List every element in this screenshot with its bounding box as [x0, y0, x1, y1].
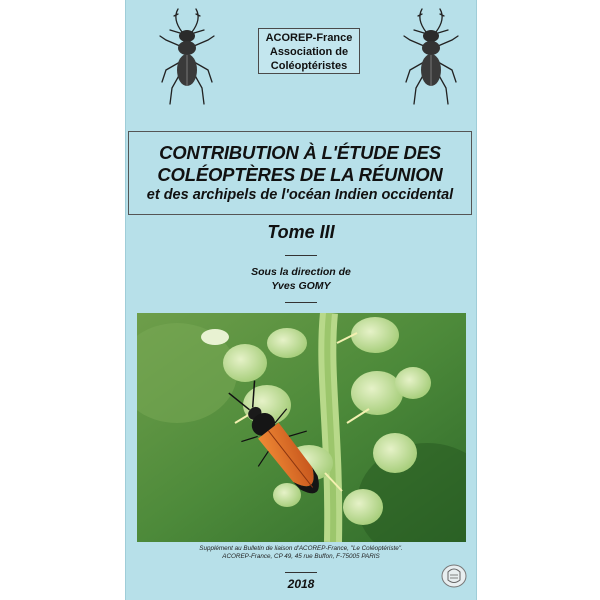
publication-note [126, 545, 476, 561]
book-subtitle: et des archipels de l'océan Indien occidental [146, 187, 454, 203]
volume-label: Tome III [267, 222, 335, 242]
association-box [258, 28, 360, 74]
publisher-address: ACOREP-France, CP 49, 45 rue Buffon, F-75005 PARIS [222, 553, 380, 560]
stag-beetle-icon [156, 6, 218, 110]
publication-year: 2018 [287, 577, 315, 591]
direction-label: Sous la direction de [251, 266, 351, 278]
book-title-line: COLÉOPTÈRES DE LA RÉUNION [157, 164, 443, 185]
editor-credit [126, 265, 476, 293]
divider [285, 572, 317, 573]
divider [285, 302, 317, 303]
stag-beetle-icon [400, 6, 462, 110]
cover-photo [137, 313, 466, 542]
seal-icon [440, 563, 468, 589]
supplement-line: Supplément au Bulletin de liaison d'ACOREP-France, "Le Coléoptériste". [199, 545, 403, 552]
editor-name: Yves GOMY [271, 280, 331, 292]
book-cover [125, 0, 477, 600]
divider [285, 255, 317, 256]
book-title-line: CONTRIBUTION À L'ÉTUDE DES [159, 142, 441, 163]
association-name: ACOREP-France [265, 32, 353, 44]
association-line: Coléoptéristes [270, 60, 348, 72]
title-box [128, 131, 472, 215]
association-line: Association de [269, 46, 349, 58]
